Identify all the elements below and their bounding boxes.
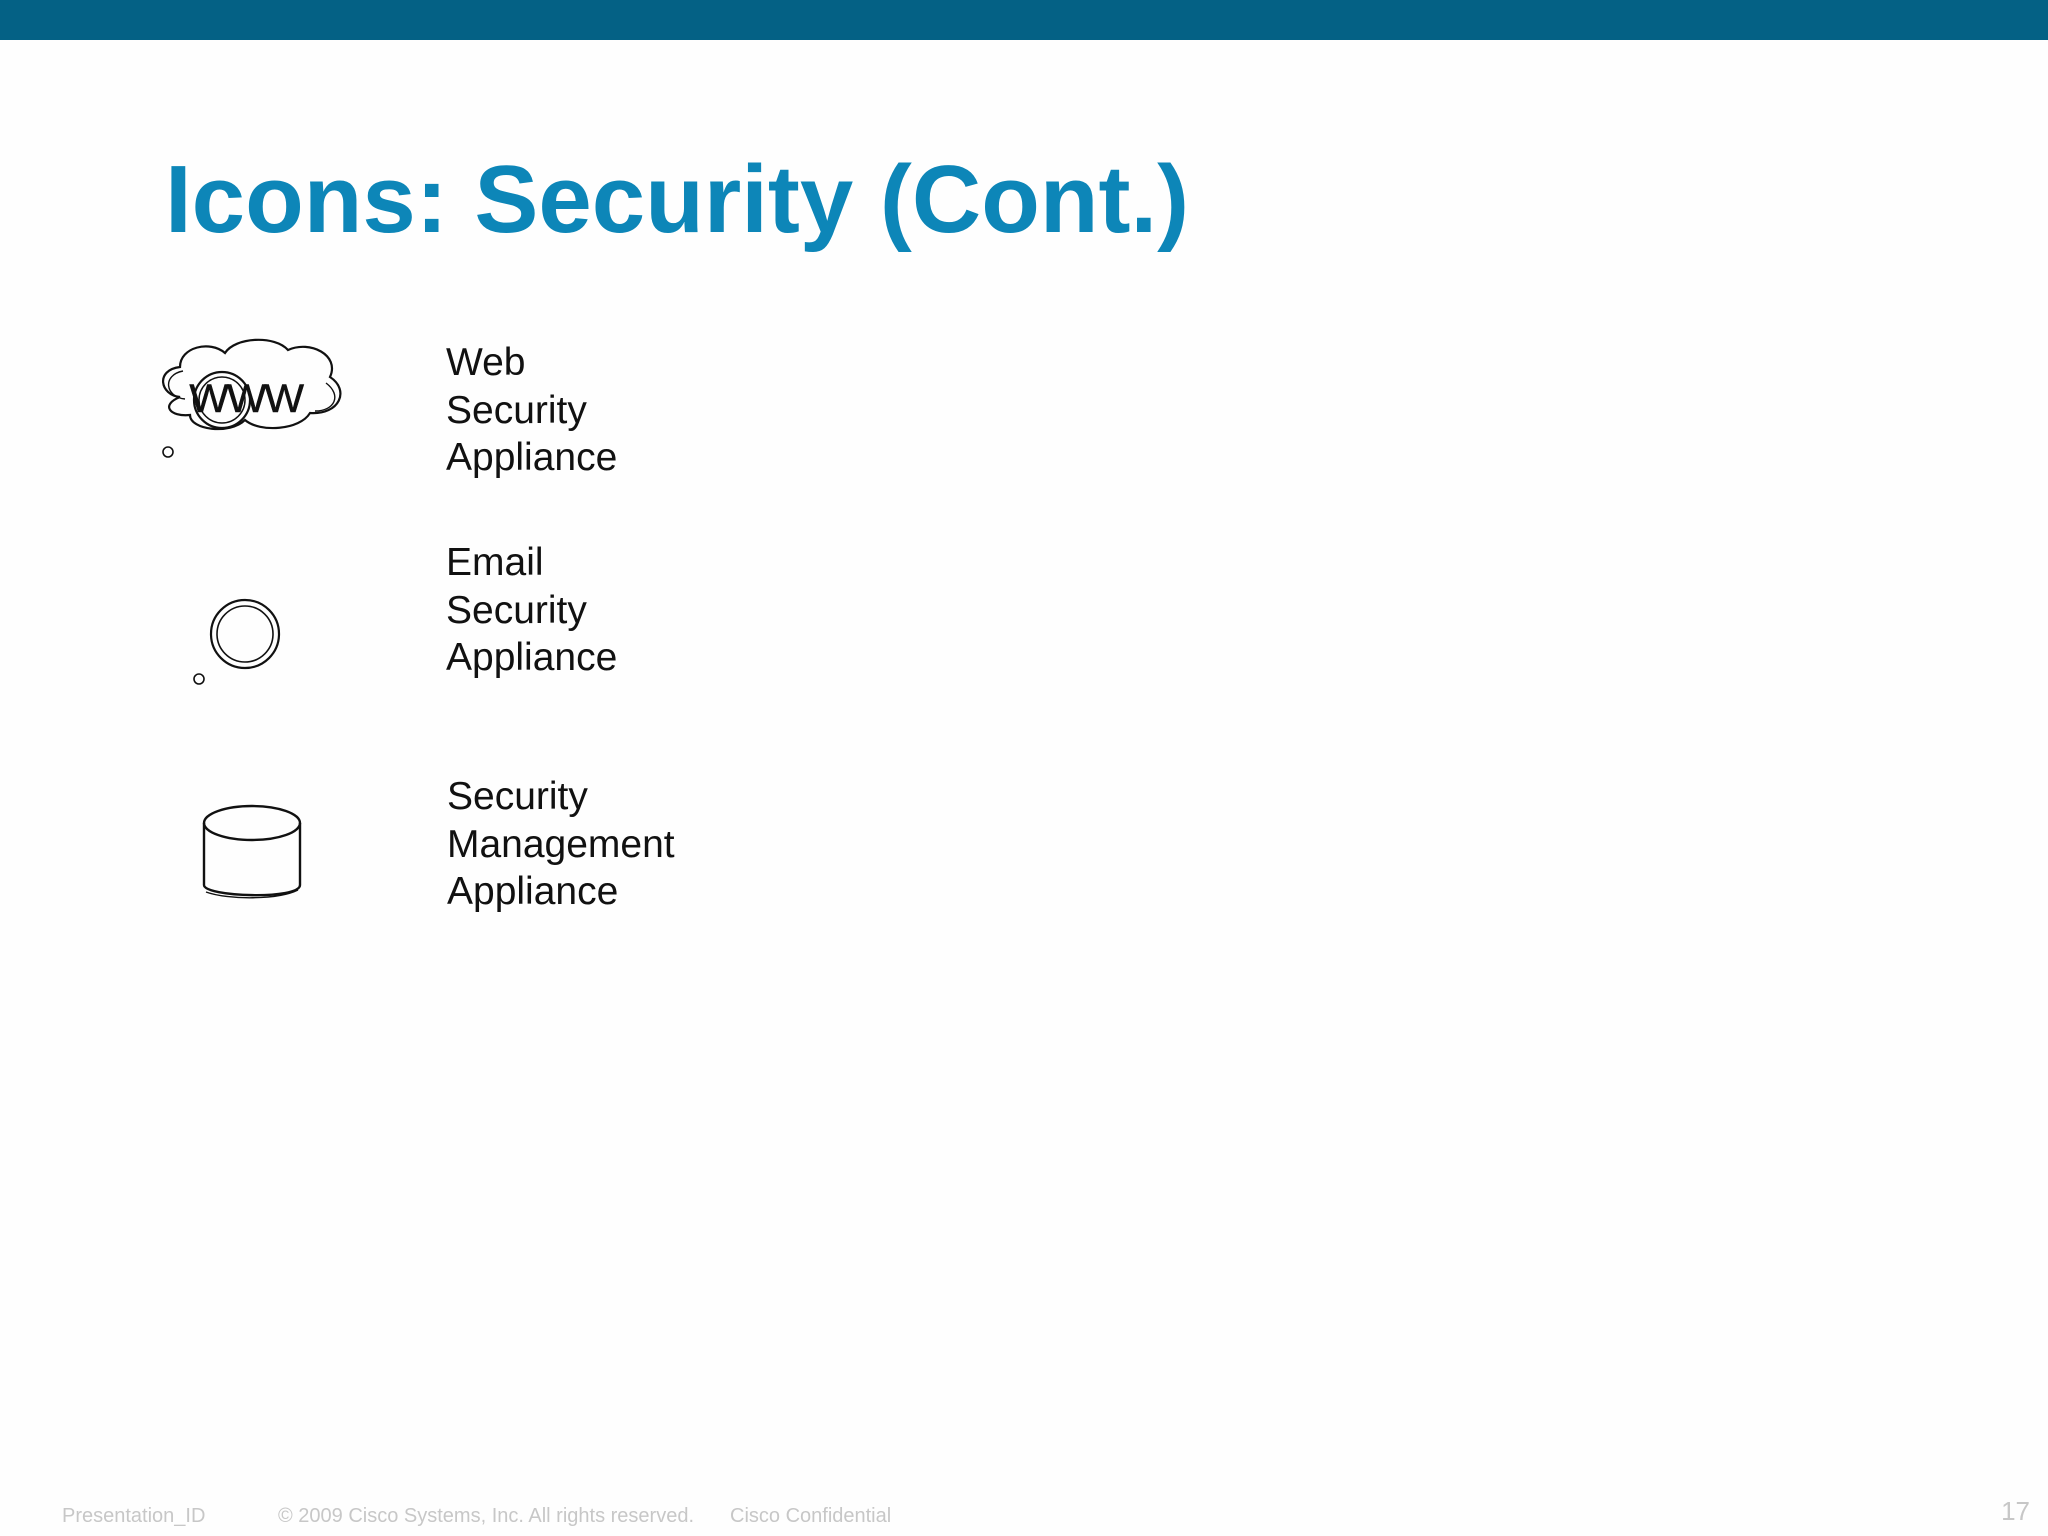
label-line: Email bbox=[446, 541, 544, 584]
label-line: Security bbox=[446, 388, 587, 432]
label-line: Appliance bbox=[447, 870, 619, 913]
footer-copyright: © 2009 Cisco Systems, Inc. All rights reserved. bbox=[278, 1505, 695, 1527]
email-security-appliance-label bbox=[446, 539, 617, 682]
label-line: Appliance bbox=[446, 636, 618, 679]
footer-confidential: Cisco Confidential bbox=[730, 1505, 892, 1527]
web-security-appliance-icon bbox=[150, 335, 350, 465]
email-security-appliance-icon bbox=[185, 592, 285, 688]
slide-title: Icons: Security (Cont.) bbox=[165, 146, 1190, 253]
www-text: WWW bbox=[189, 377, 302, 421]
page-number: 17 bbox=[2001, 1496, 2030, 1526]
label-line: Security bbox=[447, 775, 588, 818]
security-management-appliance-label bbox=[447, 773, 675, 916]
label-line: Appliance bbox=[446, 436, 618, 479]
label-line: Web bbox=[446, 341, 526, 384]
web-security-appliance-label bbox=[446, 339, 617, 482]
top-banner bbox=[0, 0, 2048, 40]
label-line: Security bbox=[446, 588, 587, 632]
security-management-appliance-icon bbox=[198, 800, 308, 902]
label-line: Management bbox=[447, 822, 675, 866]
footer-presentation-id: Presentation_ID bbox=[62, 1505, 206, 1527]
